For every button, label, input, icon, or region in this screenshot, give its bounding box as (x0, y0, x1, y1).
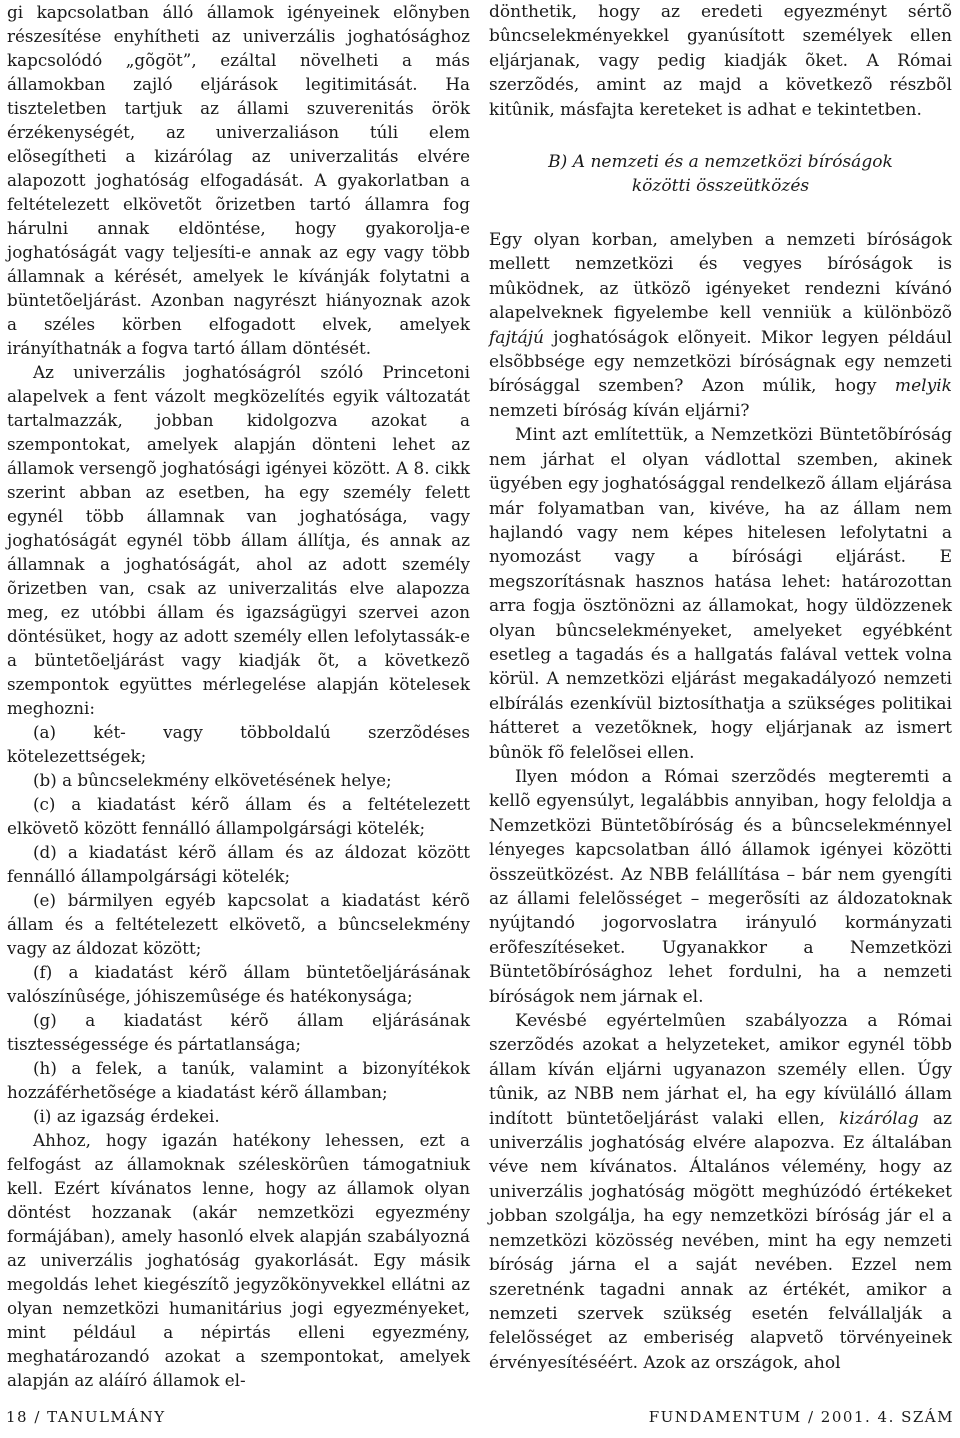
right-paragraph-4: Ilyen módon a Római szerzõdés megteremti a kellõ egyensúlyt, legalábbis annyiban, hogy feloldja a Nemzetközi Büntetõbíróság és a bûncselekménnyel lényeges kapcsolatban álló államok igényei közötti összeütközést. Az NBB felállítása – bár nem gyengíti az állami felelõsséget – megerõsíti az áldozatoknak nyújtandó jogorvoslatra irányuló kormányzati erõfeszítéseket. Ugyanakkor a Nemzetközi Büntetõbírósághoz lehet fordulni, ha a nemzeti bíróságok nem járnak el. (489, 766, 952, 1007)
criteria-item: (i) az igazság érdekei. (33, 1106, 220, 1126)
criteria-item: (h) a felek, a tanúk, valamint a bizonyítékok hozzáférhetõsége a kiadatást kérõ államban; (7, 1058, 470, 1102)
criteria-item: (g) a kiadatást kérõ állam eljárásának tisztességessége és pártatlansága; (7, 1010, 470, 1054)
criteria-item: (b) a bûncselekmény elkövetésének helye; (33, 770, 392, 790)
right-paragraph-3: Mint azt említettük, a Nemzetközi Büntetõbíróság nem járhat el olyan vádlottal szemben, akinek ügyében egy joghatósággal rendelkezõ állam eljárása már folyamatban van, kivéve, ha az állam nem hajlandó vagy nem képes hitelesen lefolytatni a nyomozást vagy a bírósági eljárást. E megszorításnak hasznos hatása lehet: határozottan arra fogja ösztönözni az államokat, hogy üldözzenek olyan bûncselekményeket, amelyeket egyébként esetleg a tagadás és a hallgatás falával vettek volna körül. A nemzetközi eljárást megakadályozó nemzeti elbírálás ezenkívül biztosíthatja a szükséges politikai hátteret a vezetõknek, hogy eljárjanak az ismert bûnök fõ felelõsei ellen. (489, 425, 952, 763)
left-column (7, 0, 470, 1392)
emphasis: kizárólag (839, 1108, 919, 1129)
section-heading-line-2: közötti összeütközés (631, 176, 810, 197)
right-paragraph-1: dönthetik, hogy az eredeti egyezményt sértõ bûncselekményekkel gyanúsított személyek ellen eljárjanak, vagy pedig kiadják õket. A Római szerzõdés, amint az majd a következõ részbõl kitûnik, másfajta kereteket is adhat e tekintetben. (489, 2, 952, 120)
right-paragraph-5 (489, 1009, 952, 1375)
criteria-item: (f) a kiadatást kérõ állam büntetõeljárásának valószínûsége, jóhiszemûsége és hatékonysága; (7, 962, 470, 1006)
left-paragraph-2: Az univerzális joghatóságról szóló Princetoni alapelvek a fent vázolt megközelítés egyik változatát tartalmazzák, jobban kidolgozva azokat a szempontokat, amelyek alapján dönteni lehet az államok versengõ joghatósági igényei között. A 8. cikk szerint abban az esetben, ha egy személy felett egynél több államnak van joghatósága, vagy joghatóságát egynél több állam állítja, és annak az államnak a joghatóságát, ahol az adott személy õrizetben van, csak az univerzalitás elve alapozza meg, ez utóbbi állam és igazságügyi szervei azon döntésüket, hogy az adott személy ellen lefolytassák-e a büntetõeljárást vagy kiadják õt, a következõ szempontok együttes mérlegelése alapján kötelesek meghozni: (7, 362, 470, 718)
text-run: Kevésbé egyértelmûen szabályozza a Római szerzõdés azokat a helyzeteket, amikor egynél több állam kíván eljárni ugyanazon személy ellen. Úgy tûnik, az NBB nem járhat el, ha egy kívülálló állam indított büntetõeljárást valaki ellen, (489, 1011, 952, 1129)
text-run: nemzeti bíróság kíván eljárni? (489, 400, 750, 421)
left-paragraph-3: Ahhoz, hogy igazán hatékony lehessen, ezt a felfogást az államoknak széleskörûen támogatniuk kell. Ezért kívánatos lenne, hogy az államok olyan döntést hozzanak (akár nemzetközi egyezmény formájában), amely hasonló elvek alapján szabályozná az univerzális joghatóság gyakorlását. Egy másik megoldás lehet kiegészítõ jegyzõkönyvekkel ellátni az olyan nemzetközi humanitárius jogi egyezményeket, mint például a népirtás elleni egyezmény, meghatározandó azokat a szempontokat, amelyek alapján az aláíró államok el- (7, 1130, 470, 1390)
left-paragraph-1: gi kapcsolatban álló államok igényeinek elõnyben részesítése enyhítheti az univerzális joghatósághoz kapcsolódó „gõgöt”, ezáltal növelheti a más államokban zajló eljárások legitimitását. Ha tiszteletben tartjuk az állami szuverenitás örök érzékenységét, az univerzaliáson túli elem elõsegítheti a kizárólag az univerzalitás elvére alapozott joghatóság elfogadását. A gyakorlatban a feltételezett elkövetõt õrizetben tartó államra fog hárulni annak eldöntése, hogy gyakorolja-e joghatóságát vagy teljesíti-e annak az egy vagy több államnak a kérését, amelyek le kívánják folytatni a büntetõeljárást. Azonban nagyrészt hiányoznak azok a széles körben elfogadott elvek, amelyek irányíthatnák a fogva tartó állam döntését. (7, 2, 470, 358)
emphasis: melyik (894, 376, 952, 397)
section-heading-line-1: B) A nemzeti és a nemzetközi bíróságok (548, 152, 893, 173)
criteria-item: (e) bármilyen egyéb kapcsolat a kiadatást kérõ állam és a feltételezett elkövetõ, a bûncselekmény vagy az áldozat között; (7, 890, 470, 958)
right-paragraph-2 (489, 228, 952, 423)
footer-right: FUNDAMENTUM / 2001. 4. SZÁM (648, 1408, 954, 1426)
criteria-item: (d) a kiadatást kérõ állam és az áldozat között fennálló állampolgársági kötelék; (7, 842, 470, 886)
right-column (489, 0, 952, 1375)
text-run: az univerzális joghatóság elvére alapozva. Ez általában véve nem kívánatos. Általános vélemény, hogy az univerzális joghatóság mögött meghúzódó értékeket jobban szolgálja, ha egy nemzetközi bíróság jár el a nemzetközi közösség nevében, mint ha egy nemzeti bíróság járna el a saját nevében. Ezzel nem szeretnénk tagadni annak az értékét, amikor a nemzeti szervek szükség esetén felvállalják a felelõsséget az emberiség alapvetõ törvényeinek érvényesítéséért. Azok az országok, ahol (489, 1108, 952, 1373)
emphasis: fajtájú (489, 327, 544, 348)
text-run: Egy olyan korban, amelyben a nemzeti bíróságok mellett nemzetközi és vegyes bíróságok is mûködnek, az ütközõ igényeket rendezni kívánó alapelveknek figyelembe kell venniük a különbözõ (489, 230, 952, 324)
section-heading (489, 150, 952, 198)
criteria-item: (c) a kiadatást kérõ állam és a feltételezett elkövetõ között fennálló állampolgársági kötelék; (7, 794, 470, 838)
text-run: joghatóságok elõnyeit. Mikor legyen például elsõbbsége egy nemzetközi bíróságnak egy nemzeti bírósággal szemben? Azon múlik, hogy (489, 327, 952, 397)
footer-left: 18 / TANULMÁNY (6, 1408, 166, 1426)
criteria-item: (a) két- vagy többoldalú szerzõdéses kötelezettségek; (7, 722, 470, 766)
